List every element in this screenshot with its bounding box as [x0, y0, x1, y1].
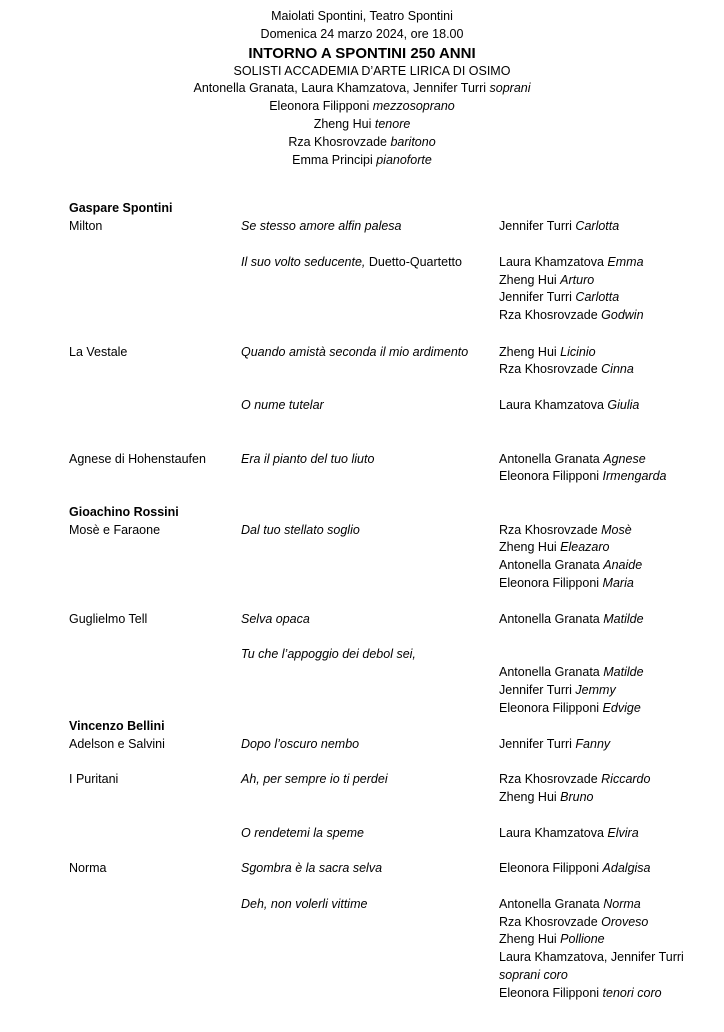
piece-title: Tu che l’appoggio dei debol sei, — [241, 647, 416, 661]
cast-entry: Jennifer Turri Jemmy — [499, 683, 616, 697]
performer-role: mezzosoprano — [372, 99, 455, 114]
cast-entry: Zheng Hui Licinio — [499, 345, 596, 359]
concert-title: INTORNO A SPONTINI 250 ANNI — [248, 44, 476, 62]
cast-entry: Eleonora Filipponi Irmengarda — [499, 469, 667, 483]
concert-header — [0, 8, 724, 169]
opera-title: Agnese di Hohenstaufen — [69, 452, 206, 466]
cast-entry: Antonella Granata Matilde — [499, 612, 644, 626]
piece-title: Ah, per sempre io ti perdei — [241, 772, 388, 786]
cast-entry: Zheng Hui Arturo — [499, 273, 595, 287]
piece-title: O rendetemi la speme — [241, 826, 364, 840]
cast-entry: Antonella Granata Matilde — [499, 665, 644, 679]
performer-line — [0, 152, 724, 170]
cast-entry: Zheng Hui Eleazaro — [499, 540, 610, 554]
cast-entry: Jennifer Turri Fanny — [499, 737, 611, 751]
cast-entry: Eleonora Filipponi Adalgisa — [499, 861, 651, 875]
opera-title: Adelson e Salvini — [69, 737, 165, 751]
cast-entry: Rza Khosrovzade Cinna — [499, 362, 634, 376]
cast-entry: Antonella Granata Norma — [499, 897, 641, 911]
performer-line — [0, 98, 724, 116]
date-line: Domenica 24 marzo 2024, ore 18.00 — [260, 26, 464, 41]
cast-entry: Zheng Hui Pollione — [499, 932, 605, 946]
cast-entry: soprani coro — [499, 968, 568, 982]
piece-title: Dopo l’oscuro nembo — [241, 737, 360, 751]
cast-entry: Antonella Granata Anaide — [499, 558, 643, 572]
performer-name: Emma Principi — [292, 152, 377, 167]
cast-entry: Laura Khamzatova Elvira — [499, 826, 639, 840]
performer-name: Zheng Hui — [313, 116, 372, 131]
piece-title: O nume tutelar — [241, 398, 324, 412]
opera-title: Milton — [69, 219, 103, 233]
performer-role: soprani — [489, 81, 531, 96]
cast-entry: Jennifer Turri Carlotta — [499, 219, 620, 233]
performer-name: Antonella Granata, Laura Khamzatova, Jennifer Turri — [193, 81, 487, 96]
performer-line — [0, 80, 724, 98]
cast-entry: Eleonora Filipponi tenori coro — [499, 986, 662, 1000]
performer-role: baritono — [390, 134, 436, 149]
performer-role: tenore — [374, 116, 411, 131]
opera-title: I Puritani — [69, 772, 119, 786]
cast-entry: Eleonora Filipponi Edvige — [499, 701, 641, 715]
performer-role: pianoforte — [376, 152, 432, 167]
piece-title: Se stesso amore alfin palesa — [241, 219, 402, 233]
piece-title: Dal tuo stellato soglio — [241, 523, 360, 537]
cast-entry: Laura Khamzatova Giulia — [499, 398, 640, 412]
cast-entry: Jennifer Turri Carlotta — [499, 290, 620, 304]
piece-title: Era il pianto del tuo liuto — [241, 452, 375, 466]
opera-title: La Vestale — [69, 345, 128, 359]
piece-title: Deh, non volerli vittime — [241, 897, 368, 911]
cast-entry: Rza Khosrovzade Oroveso — [499, 915, 649, 929]
cast-entry: Zheng Hui Bruno — [499, 790, 594, 804]
opera-title: Norma — [69, 861, 107, 875]
performer-line — [0, 134, 724, 152]
venue-line: Maiolati Spontini, Teatro Spontini — [271, 9, 453, 23]
composer-name: Vincenzo Bellini — [69, 719, 165, 733]
cast-entry: Eleonora Filipponi Maria — [499, 576, 634, 590]
cast-entry: Rza Khosrovzade Riccardo — [499, 772, 651, 786]
piece-title: Sgombra è la sacra selva — [241, 861, 383, 875]
opera-title: Guglielmo Tell — [69, 612, 148, 626]
cast-entry: Laura Khamzatova Emma — [499, 255, 644, 269]
performer-line — [0, 116, 724, 134]
cast-entry: Rza Khosrovzade Godwin — [499, 308, 644, 322]
performer-name: Eleonora Filipponi — [269, 99, 370, 114]
piece-title: Quando amistà seconda il mio ardimento — [241, 345, 469, 359]
concert-subtitle: SOLISTI ACCADEMIA D’ARTE LIRICA DI OSIMO — [233, 63, 511, 78]
cast-entry: Antonella Granata Agnese — [499, 452, 646, 466]
opera-title: Mosè e Faraone — [69, 523, 161, 537]
cast-entry: Laura Khamzatova, Jennifer Turri — [499, 950, 684, 964]
performer-name: Rza Khosrovzade — [288, 134, 387, 149]
composer-name: Gioachino Rossini — [69, 505, 179, 519]
cast-entry: Rza Khosrovzade Mosè — [499, 523, 632, 537]
composer-name: Gaspare Spontini — [69, 201, 173, 215]
piece-title: Selva opaca — [241, 612, 310, 626]
piece-title: Il suo volto seducente, Duetto-Quartetto — [241, 255, 462, 269]
